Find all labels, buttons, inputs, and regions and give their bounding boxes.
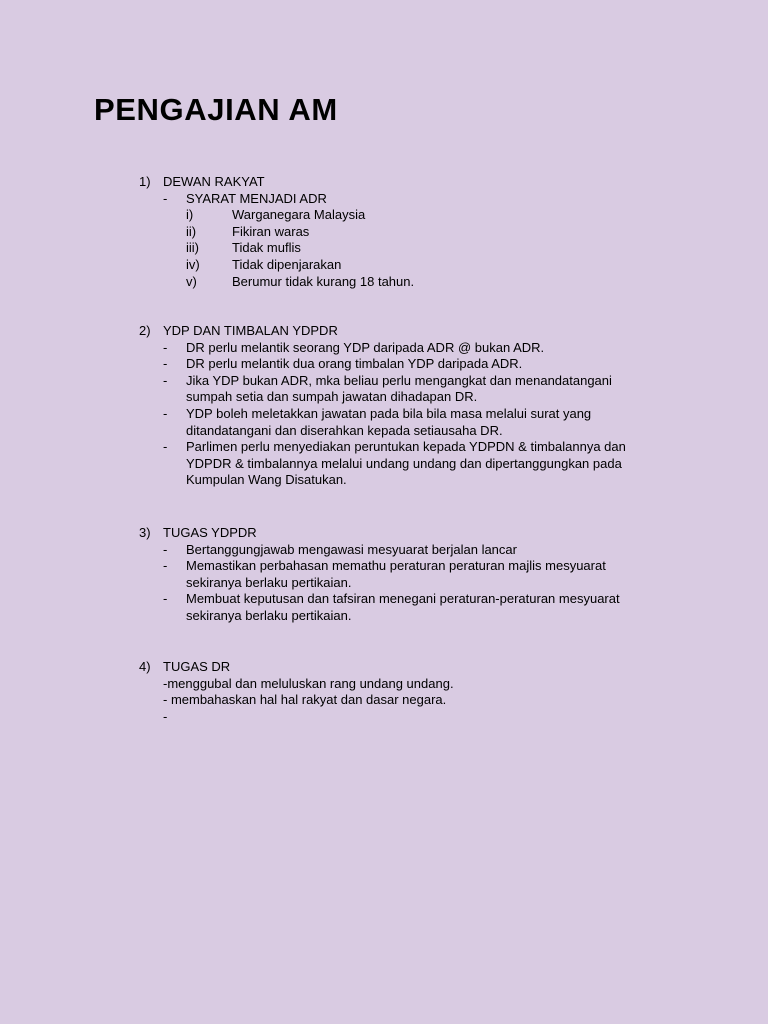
list-item-text-continued: ditandatangani dan diserahkan kepada setiausaha DR.: [186, 422, 503, 438]
list-dash: -: [163, 439, 168, 455]
list-item: [0, 558, 768, 575]
roman-numeral: ii): [186, 223, 197, 239]
list-item: [0, 207, 768, 224]
list-dash: -: [163, 190, 168, 206]
section-number: 1): [139, 174, 151, 189]
list-item: [0, 340, 768, 357]
roman-numeral: i): [186, 207, 194, 223]
list-item: [0, 257, 768, 274]
roman-numeral: iv): [186, 256, 200, 272]
list-item: [0, 676, 768, 693]
list-item-text: Fikiran waras: [232, 223, 310, 239]
list-dash: -: [163, 372, 168, 388]
list-item: [0, 591, 768, 608]
section-heading: TUGAS YDPDR: [163, 525, 257, 540]
roman-numeral: v): [186, 273, 197, 289]
list-item-text: Bertanggungjawab mengawasi mesyuarat berjalan lancar: [186, 541, 517, 557]
list-item-text: Tidak muflis: [232, 240, 301, 256]
list-item: [0, 692, 768, 709]
list-item: [0, 356, 768, 373]
list-dash: -: [163, 339, 168, 355]
list-item: [0, 542, 768, 559]
section-tugas-dr: [0, 659, 768, 725]
list-item-text-continued: sekiranya berlaku pertikaian.: [186, 574, 352, 590]
list-item-text: Tidak dipenjarakan: [232, 256, 342, 272]
list-item-text: - membahaskan hal hal rakyat dan dasar negara.: [163, 692, 447, 708]
list-item: [0, 274, 768, 291]
list-dash: -: [163, 591, 168, 607]
list-item-text-continued: sumpah setia dan sumpah jawatan dihadapan DR.: [186, 389, 478, 405]
section-dewan-rakyat: [0, 174, 768, 290]
list-item-text: Membuat keputusan dan tafsiran menegani peraturan-peraturan mesyuarat: [186, 591, 620, 607]
list-item: [0, 439, 768, 456]
list-item-text: -: [163, 708, 168, 724]
list-item-text: YDP boleh meletakkan jawatan pada bila bila masa melalui surat yang: [186, 405, 592, 421]
section-number: 3): [139, 525, 151, 540]
list-item-text: DR perlu melantik dua orang timbalan YDP daripada ADR.: [186, 356, 523, 372]
section-number: 4): [139, 659, 151, 674]
section-number: 2): [139, 323, 151, 338]
list-item-text: DR perlu melantik seorang YDP daripada ADR @ bukan ADR.: [186, 339, 545, 355]
section-tugas-ydpdr: [0, 525, 768, 625]
list-dash: -: [163, 405, 168, 421]
section-heading: TUGAS DR: [163, 659, 231, 674]
list-item-text: Memastikan perbahasan memathu peraturan peraturan majlis mesyuarat: [186, 558, 606, 574]
sub-heading: SYARAT MENJADI ADR: [186, 190, 327, 206]
list-item-text: Warganegara Malaysia: [232, 207, 366, 223]
list-item-text: Parlimen perlu menyediakan peruntukan kepada YDPDN & timbalannya dan: [186, 439, 626, 455]
list-dash: -: [163, 558, 168, 574]
list-item-text: -menggubal dan meluluskan rang undang undang.: [163, 675, 454, 691]
section-heading: YDP DAN TIMBALAN YDPDR: [163, 323, 338, 338]
document-title: PENGAJIAN AM: [94, 92, 338, 127]
list-item: [0, 373, 768, 390]
list-item-text-continued: Kumpulan Wang Disatukan.: [186, 472, 347, 488]
list-item-text-continued: YDPDR & timbalannya melalui undang undang dan dipertanggungkan pada: [186, 455, 622, 471]
roman-numeral: iii): [186, 240, 199, 256]
section-ydp-timbalan: [0, 323, 768, 489]
list-item: [0, 709, 768, 726]
list-item-text: Jika YDP bukan ADR, mka beliau perlu mengangkat dan menandatangani: [186, 372, 612, 388]
list-item-text-continued: sekiranya berlaku pertikaian.: [186, 607, 352, 623]
list-item-text: Berumur tidak kurang 18 tahun.: [232, 273, 415, 289]
section-heading: DEWAN RAKYAT: [163, 174, 265, 189]
list-dash: -: [163, 541, 168, 557]
list-item: [0, 406, 768, 423]
list-item: [0, 224, 768, 241]
list-item: [0, 240, 768, 257]
list-dash: -: [163, 356, 168, 372]
